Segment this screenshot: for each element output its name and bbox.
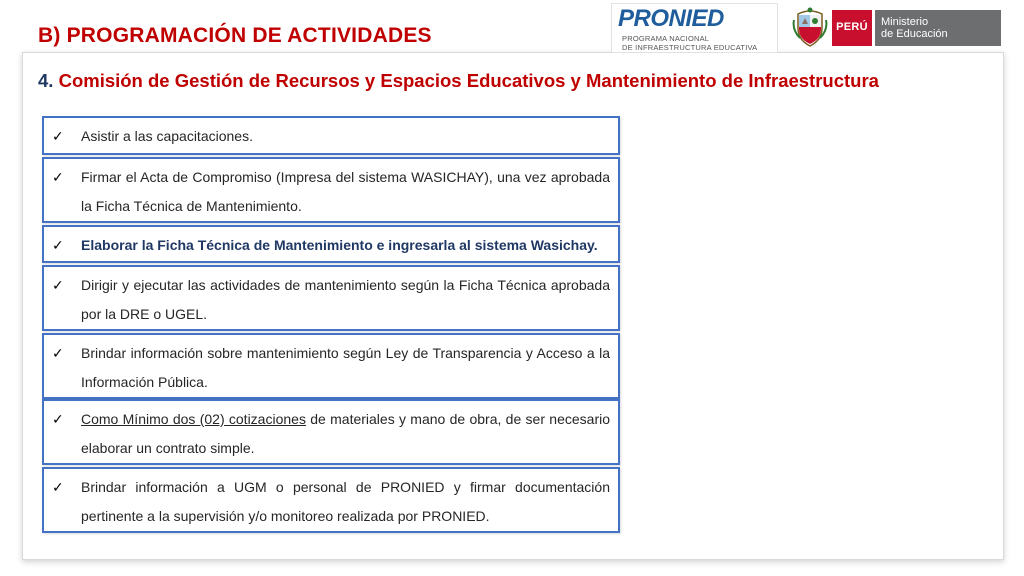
ministerio-line-2: de Educación	[881, 28, 948, 40]
list-item-text: Brindar información a UGM o personal de PRONIED y firmar documentación pertinente a la supervisión y/o monitoreo realizada por PRONIED.	[81, 479, 610, 524]
list-item	[42, 399, 620, 465]
page-title: B) PROGRAMACIÓN DE ACTIVIDADES	[38, 24, 432, 47]
pronied-wordmark: PRONIED	[618, 5, 724, 32]
list-item-text: Elaborar la Ficha Técnica de Mantenimiento e ingresarla al sistema Wasichay.	[81, 237, 598, 253]
section-subtitle	[38, 70, 879, 92]
list-item	[42, 467, 620, 533]
list-item	[42, 116, 620, 155]
list-item-text: de materiales y mano de obra, de ser necesario elaborar un contrato simple.	[81, 411, 611, 456]
coat-of-arms-icon	[792, 6, 828, 48]
government-logo	[786, 6, 1004, 50]
ministerio-label	[875, 10, 1001, 46]
list-item-text: Dirigir y ejecutar las actividades de mantenimiento según la Ficha Técnica aprobada por la DRE o UGEL.	[81, 277, 610, 322]
check-icon: ✓	[52, 345, 64, 361]
check-icon: ✓	[52, 169, 64, 185]
check-icon: ✓	[52, 411, 64, 427]
pronied-tagline-2: DE INFRAESTRUCTURA EDUCATIVA	[622, 43, 758, 52]
section-subtitle-text: Comisión de Gestión de Recursos y Espacios Educativos y Mantenimiento de Infraestructura	[58, 70, 879, 91]
list-item-underlined-text: Como Mínimo dos (02) cotizaciones	[81, 411, 306, 427]
check-icon: ✓	[52, 237, 64, 253]
check-icon: ✓	[52, 479, 64, 495]
check-icon: ✓	[52, 128, 64, 144]
peru-label: PERÚ	[832, 10, 872, 46]
list-item-text: Firmar el Acta de Compromiso (Impresa del sistema WASICHAY), una vez aprobada la Ficha Técnica de Mantenimiento.	[81, 169, 610, 214]
section-number: 4.	[38, 70, 54, 91]
list-item	[42, 225, 620, 263]
list-item-text: Asistir a las capacitaciones.	[81, 128, 253, 144]
pronied-tagline-1: PROGRAMA NACIONAL	[622, 34, 710, 43]
list-item	[42, 265, 620, 331]
pronied-logo	[611, 3, 778, 53]
list-item	[42, 157, 620, 223]
list-item-text: Brindar información sobre mantenimiento según Ley de Transparencia y Acceso a la Información Pública.	[81, 345, 610, 390]
list-item	[42, 333, 620, 399]
check-icon: ✓	[52, 277, 64, 293]
ministerio-line-1: Ministerio	[881, 16, 929, 28]
